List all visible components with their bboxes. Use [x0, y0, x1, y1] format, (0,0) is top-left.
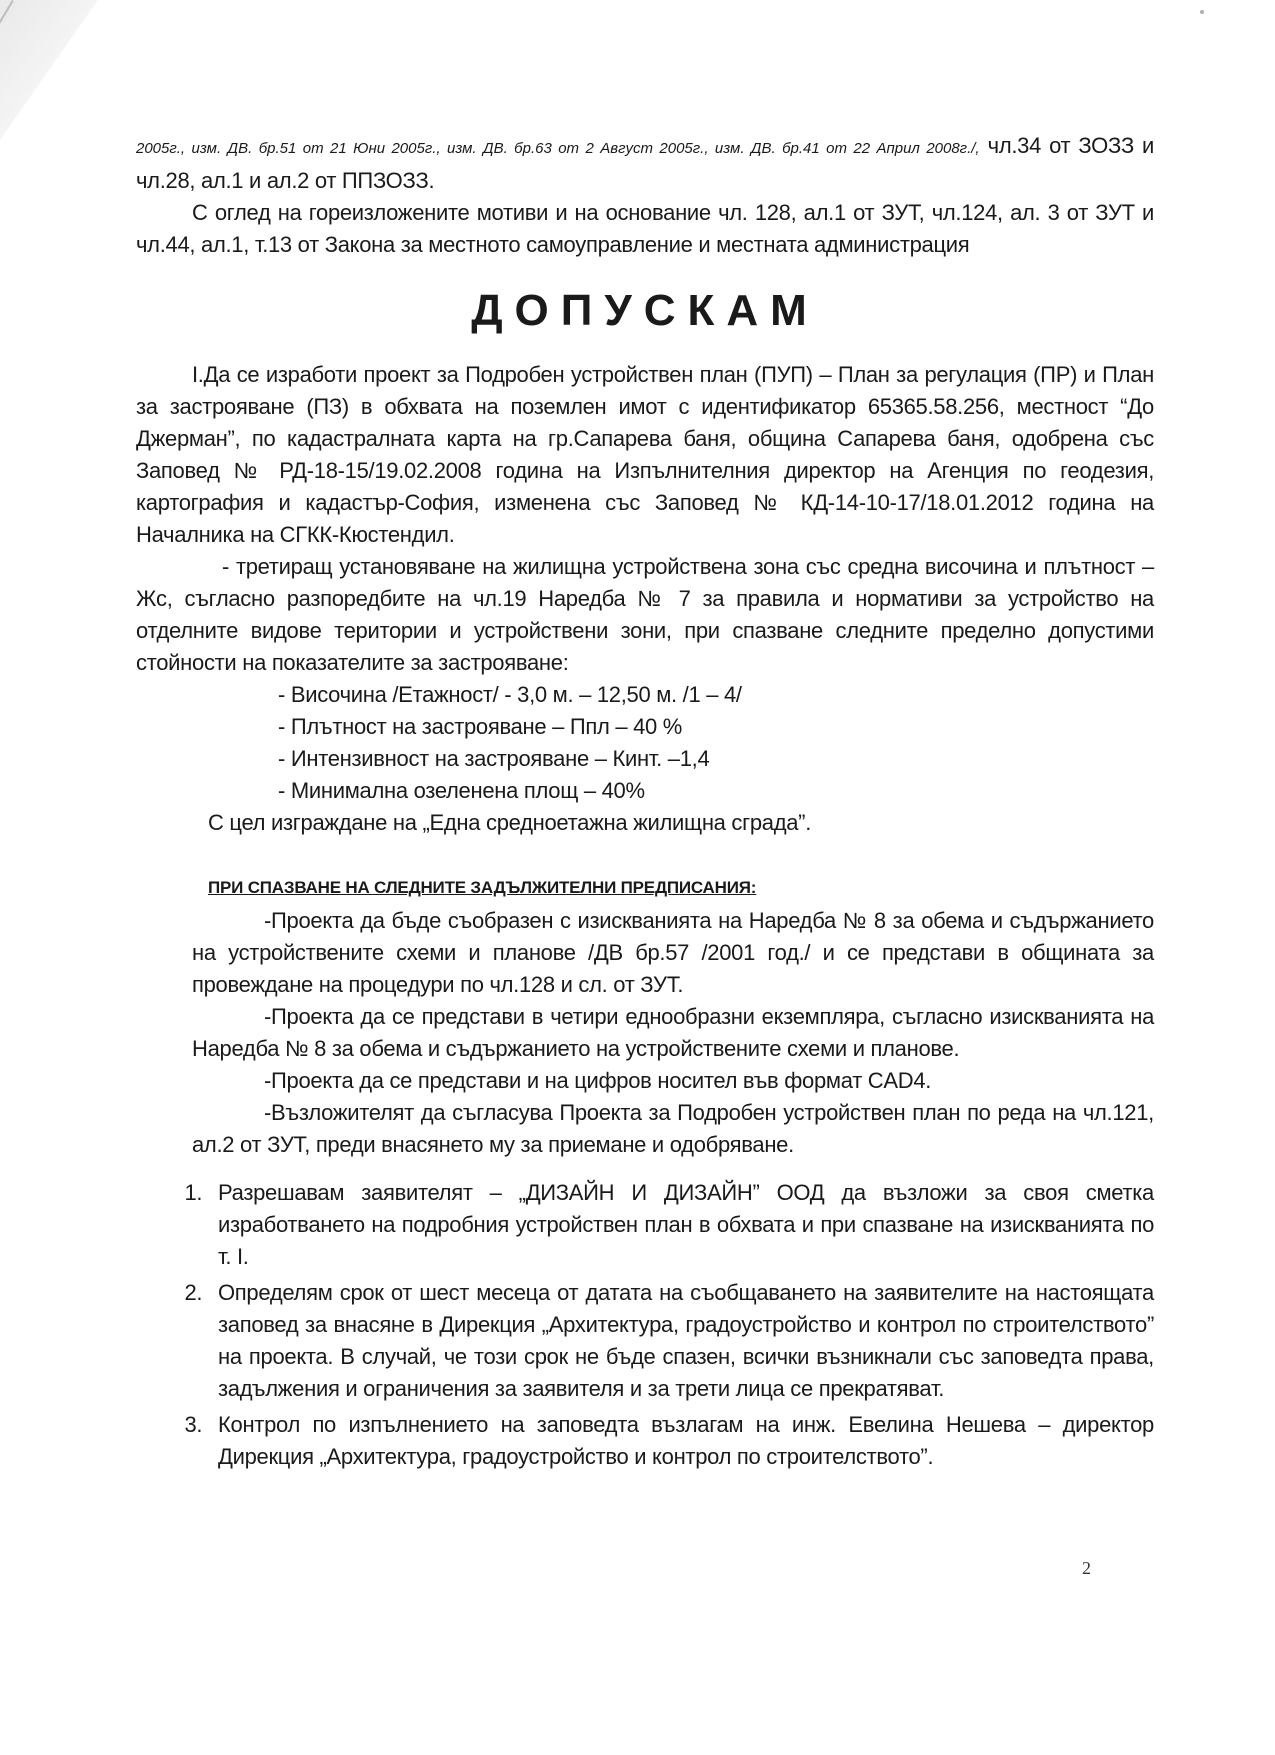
section-1-paragraph: I.Да се изработи проект за Подробен устройствен план (ПУП) – План за регулация (ПР) и План за застрояване (ПЗ) в обхвата на поземлен имот с идентификатор 65365.58.256, местност “До Джерман”, по кадастралната карта на гр.Сапарева баня, община Сапарева баня, одобрена със Заповед № РД-18-15/19.02.2008 година на Изпълнителния директор на Агенция по геодезия, картография и кадастър-София, изменена със Заповед № КД-14-10-17/18.01.2012 година на Началника на СГКК-Кюстендил.	[136, 362, 1154, 547]
orders-list	[136, 1177, 1154, 1473]
requirement-item: -Възложителят да съгласува Проекта за Подробен устройствен план по реда на чл.121, ал.2 от ЗУТ, преди внасянето му за приемане и одобряване.	[192, 1100, 1154, 1157]
requirement-item: -Проекта да се представи в четири еднообразни екземпляра, съгласно изискванията на Наредба № 8 за обема и съдържанието на устройствените схеми и планове.	[192, 1004, 1154, 1061]
parameters-list	[278, 679, 1154, 807]
folded-corner	[0, 0, 110, 150]
order-item-2: 2. Определям срок от шест месеца от датата на съобщаването на заявителите на настоящата заповед за внасяне в Дирекция „Архитектура, градоустройство и контрол по строителството” на проекта. В случай, че този срок не бъде спазен, всички възникнали със заповедта права, задължения и ограничения за заявителя и за трети лица се прекратяват.	[208, 1277, 1154, 1405]
document-body	[136, 130, 1154, 1477]
parameter-height: - Височина /Етажност/ - 3,0 м. – 12,50 м. /1 – 4/	[278, 682, 742, 707]
page-number: 2	[1082, 1558, 1091, 1578]
parameter-intensity: - Интензивност на застрояване – Кинт. –1,4	[278, 746, 710, 771]
zone-paragraph: - третиращ установяване на жилищна устройствена зона със средна височина и плътност – Жс, съгласно разпоредбите на чл.19 Наредба № 7 за правила и нормативи за устройство на отделните видове територии и устройствени зони, при спазване следните пределно допустими стойности на показателите за застрояване:	[136, 554, 1154, 675]
order-item-1: 1. Разрешавам заявителят – „ДИЗАЙН И ДИЗАЙН” ООД да възложи за своя сметка изработването на подробния устройствен план в обхвата и при спазване на изискванията по т. I.	[208, 1177, 1154, 1273]
order-item-3: 3. Контрол по изпълнението на заповедта възлагам на инж. Евелина Нешева – директор Дирекция „Архитектура, градоустройство и контрол по строителството”.	[208, 1409, 1154, 1473]
motives-paragraph: С оглед на гореизложените мотиви и на основание чл. 128, ал.1 от ЗУТ, чл.124, ал. 3 от ЗУТ и чл.44, ал.1, т.13 от Закона за местното самоуправление и местната администрация	[136, 200, 1154, 257]
legal-reference	[136, 130, 1154, 197]
requirements-list	[192, 905, 1154, 1161]
requirements-heading: ПРИ СПАЗВАНЕ НА СЛЕДНИТЕ ЗАДЪЛЖИТЕЛНИ ПРЕДПИСАНИЯ:	[208, 878, 757, 897]
parameter-density: - Плътност на застрояване – Ппл – 40 %	[278, 714, 683, 739]
requirement-item: -Проекта да се представи и на цифров носител във формат CAD4.	[264, 1068, 932, 1093]
scan-speck	[1200, 10, 1204, 14]
purpose-line: С цел изграждане на „Една средноетажна жилищна сграда”.	[208, 810, 812, 835]
legal-reference-amendments: 2005г., изм. ДВ. бр.51 от 21 Юни 2005г., изм. ДВ. бр.63 от 2 Август 2005г., изм. ДВ. бр.41 от 22 Април 2008г./,	[136, 140, 980, 157]
parameter-green-area: - Минимална озеленена площ – 40%	[278, 778, 645, 803]
requirement-item: -Проекта да бъде съобразен с изискванията на Наредба № 8 за обема и съдържанието на устройствените схеми и планове /ДВ бр.57 /2001 год./ и се представи в общината за провеждане на процедури по чл.128 и сл. от ЗУТ.	[192, 908, 1154, 997]
order-heading: ДОПУСКАМ	[471, 286, 819, 335]
legal-reference-articles: чл.34 от ЗОЗЗ и чл.28, ал.1 и ал.2 от ППЗОЗЗ.	[136, 133, 1154, 193]
